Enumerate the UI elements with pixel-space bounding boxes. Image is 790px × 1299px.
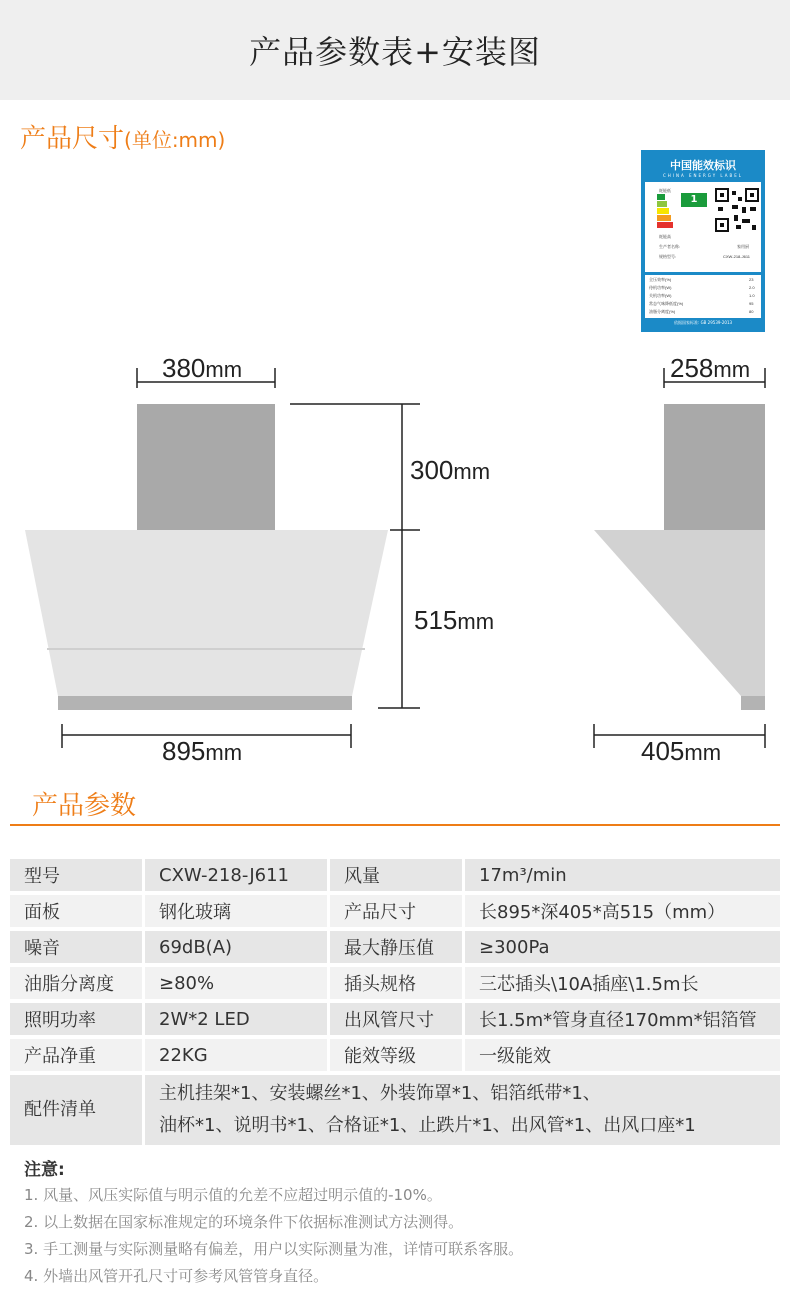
- param-value: 一级能效: [465, 1039, 780, 1071]
- maker-key: 生产者名称:: [659, 244, 681, 249]
- side-body-depth-value: 405: [641, 736, 685, 766]
- grade-bar-1: [657, 194, 665, 200]
- side-hood-base: [741, 696, 765, 710]
- table-row: [10, 967, 780, 999]
- qr-code-icon: [715, 188, 759, 232]
- note-item: 1. 风量、风压实际值与明示值的允差不应超过明示值的-10%。: [24, 1186, 442, 1204]
- param-key: 最大静压值: [330, 931, 465, 963]
- elabel-row-key: 关机功率(W): [649, 293, 672, 298]
- note-item: 4. 外墙出风管开孔尺寸可参考风管管身直径。: [24, 1267, 329, 1285]
- energy-label: [641, 150, 765, 332]
- header-band: [0, 0, 790, 100]
- front-body-width-value: 895: [162, 736, 206, 766]
- unit-text: mm: [457, 609, 495, 634]
- energy-grade-badge: [681, 193, 707, 207]
- energy-low-label: 耗能高: [659, 234, 671, 239]
- energy-label-upper-panel: [645, 182, 761, 272]
- note-item: 2. 以上数据在国家标准规定的环境条件下依据标准测试方法测得。: [24, 1213, 464, 1231]
- model-value: CXW-218-J611: [723, 254, 750, 259]
- param-value: 2W*2 LED: [145, 1003, 330, 1035]
- param-value: ≥300Pa: [465, 931, 780, 963]
- param-value: 钢化玻璃: [145, 895, 330, 927]
- elabel-row-val: 23: [749, 277, 754, 282]
- accessories-value: [145, 1075, 780, 1145]
- energy-grade-value: 1: [690, 194, 698, 205]
- param-value: 69dB(A): [145, 931, 330, 963]
- table-row: [10, 895, 780, 927]
- elabel-row-key: 待机功率(W): [649, 285, 672, 290]
- param-key: 产品尺寸: [330, 895, 465, 927]
- dimensions-title: [20, 118, 225, 155]
- elabel-row-key: 常态气味降低度(%): [649, 301, 684, 306]
- accessories-line-2: 油杯*1、说明书*1、合格证*1、止跌片*1、出风管*1、出风口座*1: [159, 1115, 696, 1136]
- front-hood-base: [58, 696, 352, 710]
- grade-bar-5: [657, 222, 673, 228]
- param-key: 型号: [10, 859, 145, 891]
- unit-text: mm: [453, 459, 491, 484]
- front-chimney-width-label: [162, 353, 242, 384]
- accessories-line-1: 主机挂架*1、安装螺丝*1、外装饰罩*1、铝箔纸带*1、: [159, 1083, 601, 1104]
- elabel-row-val: 80: [749, 309, 754, 314]
- front-chimney-width-value: 380: [162, 353, 206, 383]
- param-key: 能效等级: [330, 1039, 465, 1071]
- param-value: 三芯插头\10A插座\1.5m长: [465, 967, 780, 999]
- elabel-row-val: 1.0: [749, 293, 755, 298]
- dimension-drawing: [0, 360, 790, 760]
- elabel-row-key: 油脂分离度(%): [649, 309, 676, 314]
- side-body-depth-label: [641, 736, 721, 767]
- params-divider: [10, 824, 780, 826]
- front-chimney-height-value: 300: [410, 455, 454, 485]
- front-body-width-label: [162, 736, 242, 767]
- side-chimney-depth-label: [670, 353, 750, 384]
- notes-title: 注意:: [24, 1160, 65, 1180]
- param-key: 面板: [10, 895, 145, 927]
- unit-text: mm: [205, 357, 243, 382]
- elabel-row-val: 2.0: [749, 285, 755, 290]
- maker-value: 家用厨: [737, 244, 749, 249]
- side-chimney: [664, 404, 765, 530]
- param-key: 噪音: [10, 931, 145, 963]
- note-item: 3. 手工测量与实际测量略有偏差，用户以实际测量为准，详情可联系客服。: [24, 1240, 524, 1258]
- front-chimney: [137, 404, 275, 530]
- param-key: 照明功率: [10, 1003, 145, 1035]
- side-hood-body: [594, 530, 765, 696]
- front-hood-body: [25, 530, 388, 696]
- energy-label-footer: 依据国家标准: GB 29539-2013: [673, 320, 733, 325]
- grade-bar-2: [657, 201, 667, 207]
- unit-text: mm: [684, 740, 722, 765]
- elabel-row-val: 95: [749, 301, 754, 306]
- front-chimney-height-label: [410, 455, 490, 486]
- param-value: 长895*深405*高515（mm）: [465, 895, 780, 927]
- param-value: ≥80%: [145, 967, 330, 999]
- param-key: 油脂分离度: [10, 967, 145, 999]
- page-title: 产品参数表+安装图: [249, 33, 541, 71]
- table-row: [10, 1039, 780, 1071]
- param-key: 产品净重: [10, 1039, 145, 1071]
- side-chimney-depth-value: 258: [670, 353, 714, 383]
- param-key: 插头规格: [330, 967, 465, 999]
- energy-label-title: 中国能效标识: [670, 159, 736, 172]
- param-key: 出风管尺寸: [330, 1003, 465, 1035]
- param-value: CXW-218-J611: [145, 859, 330, 891]
- unit-text: mm: [713, 357, 751, 382]
- param-value: 长1.5m*管身直径170mm*铝箔管: [465, 1003, 780, 1035]
- param-key: 配件清单: [10, 1075, 145, 1145]
- param-value: 17m³/min: [465, 859, 780, 891]
- param-value: 22KG: [145, 1039, 330, 1071]
- front-body-height-label: [414, 605, 494, 636]
- params-table: [10, 855, 780, 1149]
- unit-text: mm: [205, 740, 243, 765]
- param-key: 风量: [330, 859, 465, 891]
- front-body-height-value: 515: [414, 605, 458, 635]
- model-key: 规格型号:: [659, 254, 677, 259]
- table-row: [10, 1075, 780, 1145]
- dimensions-title-text: 产品尺寸: [20, 124, 125, 154]
- table-row: [10, 859, 780, 891]
- table-row: [10, 1003, 780, 1035]
- dimensions-unit-note: (单位:mm): [124, 128, 226, 152]
- grade-bar-3: [657, 208, 669, 214]
- grade-bar-4: [657, 215, 671, 221]
- energy-label-lower-panel: [645, 275, 761, 318]
- energy-high-label: 耗能低: [659, 188, 671, 193]
- elabel-row-key: 全压效率(%): [649, 277, 672, 282]
- table-row: [10, 931, 780, 963]
- params-title: 产品参数: [32, 791, 137, 821]
- energy-label-subtitle: CHINA ENERGY LABEL: [663, 173, 743, 178]
